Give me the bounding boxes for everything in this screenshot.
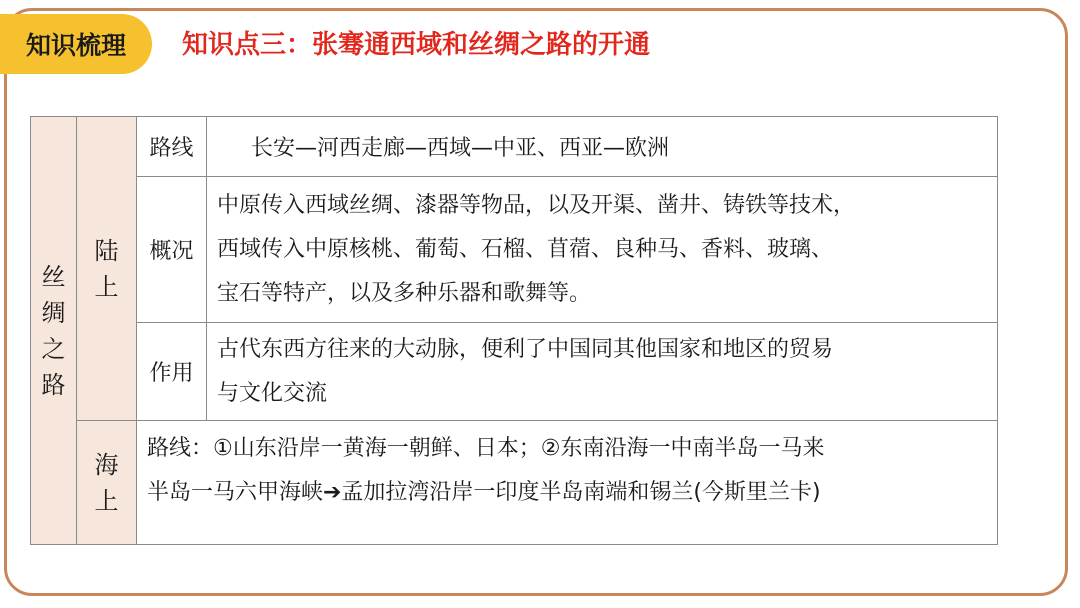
sea-label: 海上 bbox=[94, 450, 119, 515]
overview-line: 宝石等特产，以及多种乐器和歌舞等。 bbox=[217, 280, 592, 306]
overview-line: 西域传入中原核桃、葡萄、石榴、苜蓿、良种马、香料、玻璃、 bbox=[217, 236, 834, 262]
effect-label: 作用 bbox=[137, 323, 207, 421]
sea-route-text bbox=[137, 421, 998, 545]
page-title: 知识点三：张骞通西域和丝绸之路的开通 bbox=[182, 30, 651, 60]
silk-road-cell bbox=[31, 117, 77, 545]
overview-line: 中原传入西域丝绸、漆器等物品，以及开渠、凿井、铸铁等技术， bbox=[217, 192, 856, 218]
silk-road-label: 丝绸之路 bbox=[41, 262, 66, 399]
table-row bbox=[31, 323, 998, 421]
knowledge-table bbox=[30, 116, 998, 545]
section-tag: 知识梳理 bbox=[0, 14, 152, 74]
table-row bbox=[31, 421, 998, 545]
land-cell bbox=[77, 117, 137, 421]
route-label: 路线 bbox=[137, 117, 207, 177]
overview-text bbox=[207, 177, 998, 323]
sea-route-line: 半岛一马六甲海峡➔孟加拉湾沿岸一印度半岛南端和锡兰(今斯里兰卡) bbox=[147, 480, 821, 505]
table-row bbox=[31, 117, 998, 177]
effect-line: 古代东西方往来的大动脉，便利了中国同其他国家和地区的贸易 bbox=[217, 336, 834, 362]
route-text: 长安—河西走廊—西域—中亚、西亚—欧洲 bbox=[207, 117, 998, 177]
overview-label: 概况 bbox=[137, 177, 207, 323]
effect-line: 与文化交流 bbox=[217, 380, 328, 406]
land-label: 陆上 bbox=[94, 236, 119, 301]
effect-text bbox=[207, 323, 998, 421]
table-row bbox=[31, 177, 998, 323]
sea-route-line: 路线：①山东沿岸一黄海一朝鲜、日本；②东南沿海一中南半岛一马来 bbox=[147, 436, 825, 461]
sea-cell bbox=[77, 421, 137, 545]
